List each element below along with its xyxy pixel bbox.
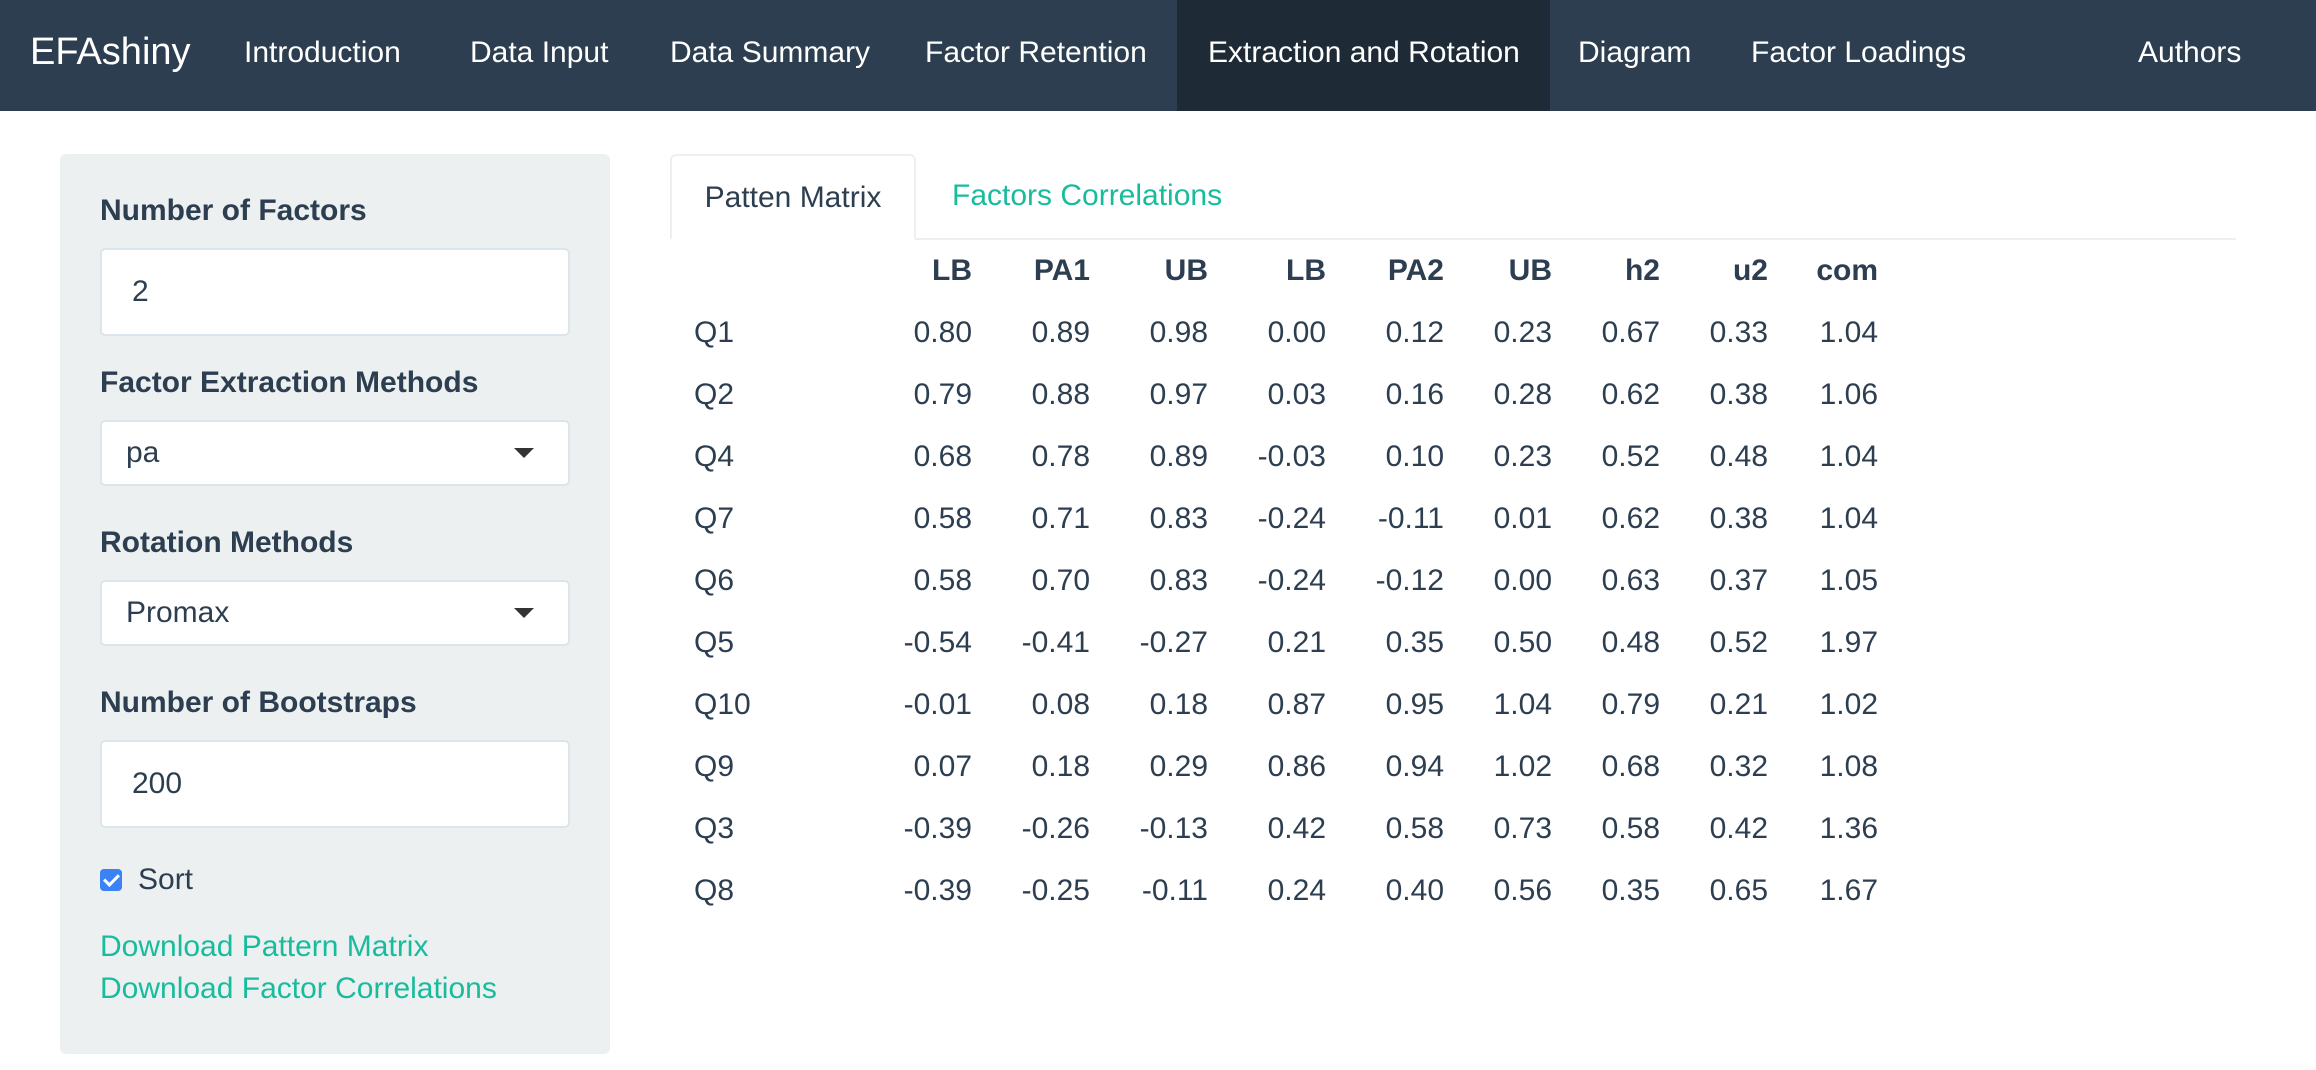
column-header: PA2 [1387, 254, 1444, 287]
table-cell: -0.26 [1021, 812, 1090, 845]
table-cell: 0.62 [1601, 502, 1660, 535]
table-row [670, 612, 1878, 674]
table-cell: 0.62 [1601, 378, 1660, 411]
table-cell: -0.13 [1139, 812, 1208, 845]
table-cell: 0.21 [1709, 688, 1768, 721]
extraction-method-value: pa [126, 436, 160, 469]
nav-diagram[interactable]: Diagram [1578, 36, 1692, 69]
app-brand[interactable]: EFAshiny [30, 31, 191, 73]
table-cell: 1.04 [1819, 316, 1878, 349]
tab-factors-correlations[interactable]: Factors Correlations [952, 179, 1223, 212]
num-factors-label: Number of Factors [100, 194, 367, 227]
table-cell: 0.48 [1601, 626, 1660, 659]
table-cell: 1.04 [1819, 440, 1878, 473]
table-cell: 0.18 [1149, 688, 1208, 721]
table-cell: -0.27 [1139, 626, 1208, 659]
table-cell: 0.23 [1493, 440, 1552, 473]
table-cell: 0.28 [1493, 378, 1552, 411]
settings-sidebar [60, 154, 610, 1054]
nav-introduction[interactable]: Introduction [244, 36, 401, 69]
table-cell: 1.08 [1819, 750, 1878, 783]
table-cell: -0.25 [1021, 874, 1090, 907]
row-label-cell: Q4 [694, 440, 735, 473]
row-label-cell: Q9 [694, 750, 735, 783]
num-factors-input[interactable] [100, 248, 570, 336]
table-cell: 1.36 [1819, 812, 1878, 845]
table-cell: 0.01 [1493, 502, 1552, 535]
table-cell: 0.38 [1709, 378, 1768, 411]
row-label-cell: Q7 [694, 502, 735, 535]
table-cell: 0.24 [1267, 874, 1326, 907]
column-header: LB [1286, 254, 1326, 287]
table-cell: 0.71 [1031, 502, 1090, 535]
table-cell: 0.21 [1267, 626, 1326, 659]
download-pattern-matrix-link[interactable]: Download Pattern Matrix [100, 930, 429, 963]
table-cell: 0.10 [1385, 440, 1444, 473]
table-cell: 0.50 [1493, 626, 1552, 659]
table-cell: 1.04 [1819, 502, 1878, 535]
sort-checkbox[interactable] [100, 869, 122, 891]
extraction-method-label: Factor Extraction Methods [100, 366, 479, 399]
table-cell: 0.00 [1493, 564, 1552, 597]
table-cell: 0.48 [1709, 440, 1768, 473]
column-header: u2 [1732, 254, 1768, 287]
table-cell: 0.00 [1267, 316, 1326, 349]
table-cell: 0.79 [913, 378, 972, 411]
table-cell: 1.67 [1819, 874, 1878, 907]
table-cell: 0.70 [1031, 564, 1090, 597]
row-label-cell: Q6 [694, 564, 735, 597]
row-label-cell: Q1 [694, 316, 735, 349]
table-cell: 0.42 [1709, 812, 1768, 845]
table-cell: 0.97 [1149, 378, 1208, 411]
table-row [670, 798, 1878, 860]
sort-option[interactable] [100, 862, 193, 898]
table-cell: 1.02 [1493, 750, 1552, 783]
num-bootstraps-input[interactable] [100, 740, 570, 828]
table-cell: 0.40 [1385, 874, 1444, 907]
sort-label: Sort [138, 863, 194, 896]
nav-extraction-rotation[interactable]: Extraction and Rotation [1177, 0, 1550, 111]
table-cell: 1.06 [1819, 378, 1878, 411]
table-cell: 1.02 [1819, 688, 1878, 721]
table-row [670, 426, 1878, 488]
table-cell: 0.68 [913, 440, 972, 473]
table-cell: 0.87 [1267, 688, 1326, 721]
table-row [670, 488, 1878, 550]
column-header: UB [1508, 254, 1552, 287]
table-row [670, 302, 1878, 364]
num-bootstraps-label: Number of Bootstraps [100, 686, 417, 719]
rotation-method-select[interactable] [100, 580, 570, 646]
table-cell: 0.79 [1601, 688, 1660, 721]
table-cell: 0.89 [1149, 440, 1208, 473]
chevron-down-icon [514, 448, 534, 458]
table-cell: -0.11 [1141, 874, 1208, 907]
table-body [670, 302, 1878, 922]
table-header-row [670, 240, 1878, 302]
table-cell: 0.07 [913, 750, 972, 783]
table-cell: 0.03 [1267, 378, 1326, 411]
table-row [670, 736, 1878, 798]
table-cell: 1.04 [1493, 688, 1552, 721]
column-header: UB [1164, 254, 1208, 287]
table-cell: -0.01 [903, 688, 972, 721]
table-cell: 0.32 [1709, 750, 1768, 783]
table-cell: 0.94 [1385, 750, 1444, 783]
table-cell: 0.73 [1493, 812, 1552, 845]
column-header: PA1 [1033, 254, 1090, 287]
table-cell: 0.08 [1031, 688, 1090, 721]
column-header: h2 [1624, 254, 1660, 287]
table-cell: -0.03 [1257, 440, 1326, 473]
table-cell: 0.37 [1709, 564, 1768, 597]
table-cell: 0.68 [1601, 750, 1660, 783]
table-cell: 0.86 [1267, 750, 1326, 783]
table-cell: 0.83 [1149, 564, 1208, 597]
row-label-cell: Q8 [694, 874, 735, 907]
table-cell: 1.97 [1819, 626, 1878, 659]
table-cell: 0.16 [1385, 378, 1444, 411]
table-cell: 0.56 [1493, 874, 1552, 907]
table-cell: -0.12 [1375, 564, 1444, 597]
table-cell: 0.88 [1031, 378, 1090, 411]
table-cell: 0.58 [913, 502, 972, 535]
table-row [670, 860, 1878, 922]
rotation-method-value: Promax [126, 596, 230, 629]
table-cell: 0.35 [1601, 874, 1660, 907]
table-cell: 0.58 [1385, 812, 1444, 845]
table-cell: -0.41 [1021, 626, 1090, 659]
nav-data-summary[interactable]: Data Summary [670, 36, 871, 69]
table-cell: -0.11 [1377, 502, 1444, 535]
pattern-matrix-table [670, 240, 1878, 922]
table-cell: 0.80 [913, 316, 972, 349]
rotation-method-label: Rotation Methods [100, 526, 354, 559]
table-cell: 0.95 [1385, 688, 1444, 721]
top-navbar [0, 0, 2316, 111]
table-cell: 0.78 [1031, 440, 1090, 473]
nav-authors[interactable]: Authors [2138, 36, 2242, 69]
table-row [670, 550, 1878, 612]
column-header: com [1816, 254, 1878, 287]
nav-factor-loadings[interactable]: Factor Loadings [1751, 36, 1967, 69]
table-cell: 0.98 [1149, 316, 1208, 349]
column-header: LB [932, 254, 972, 287]
table-cell: 0.52 [1709, 626, 1768, 659]
table-cell: -0.39 [903, 874, 972, 907]
table-cell: 0.23 [1493, 316, 1552, 349]
download-factor-correlations-link[interactable]: Download Factor Correlations [100, 972, 497, 1005]
table-cell: 0.38 [1709, 502, 1768, 535]
chevron-down-icon [514, 608, 534, 618]
tab-pattern-matrix[interactable]: Patten Matrix [670, 154, 916, 240]
table-cell: 0.52 [1601, 440, 1660, 473]
row-label-cell: Q10 [694, 688, 751, 721]
row-label-cell: Q3 [694, 812, 735, 845]
table-cell: -0.54 [903, 626, 972, 659]
table-cell: 0.29 [1149, 750, 1208, 783]
column-header [670, 240, 770, 302]
table-row [670, 364, 1878, 426]
table-cell: 0.12 [1385, 316, 1444, 349]
nav-factor-retention[interactable]: Factor Retention [925, 36, 1147, 69]
table-cell: 0.58 [1601, 812, 1660, 845]
table-row [670, 674, 1878, 736]
table-cell: 0.89 [1031, 316, 1090, 349]
table-cell: 0.42 [1267, 812, 1326, 845]
row-label-cell: Q2 [694, 378, 735, 411]
table-cell: 0.65 [1709, 874, 1768, 907]
row-label-cell: Q5 [694, 626, 735, 659]
table-cell: 0.67 [1601, 316, 1660, 349]
table-cell: -0.24 [1257, 502, 1326, 535]
table-cell: 0.33 [1709, 316, 1768, 349]
nav-data-input[interactable]: Data Input [470, 36, 609, 69]
table-cell: 1.05 [1819, 564, 1878, 597]
extraction-method-select[interactable] [100, 420, 570, 486]
table-cell: 0.35 [1385, 626, 1444, 659]
table-cell: -0.39 [903, 812, 972, 845]
table-cell: 0.58 [913, 564, 972, 597]
table-cell: 0.83 [1149, 502, 1208, 535]
table-cell: 0.63 [1601, 564, 1660, 597]
table-cell: -0.24 [1257, 564, 1326, 597]
table-cell: 0.18 [1031, 750, 1090, 783]
